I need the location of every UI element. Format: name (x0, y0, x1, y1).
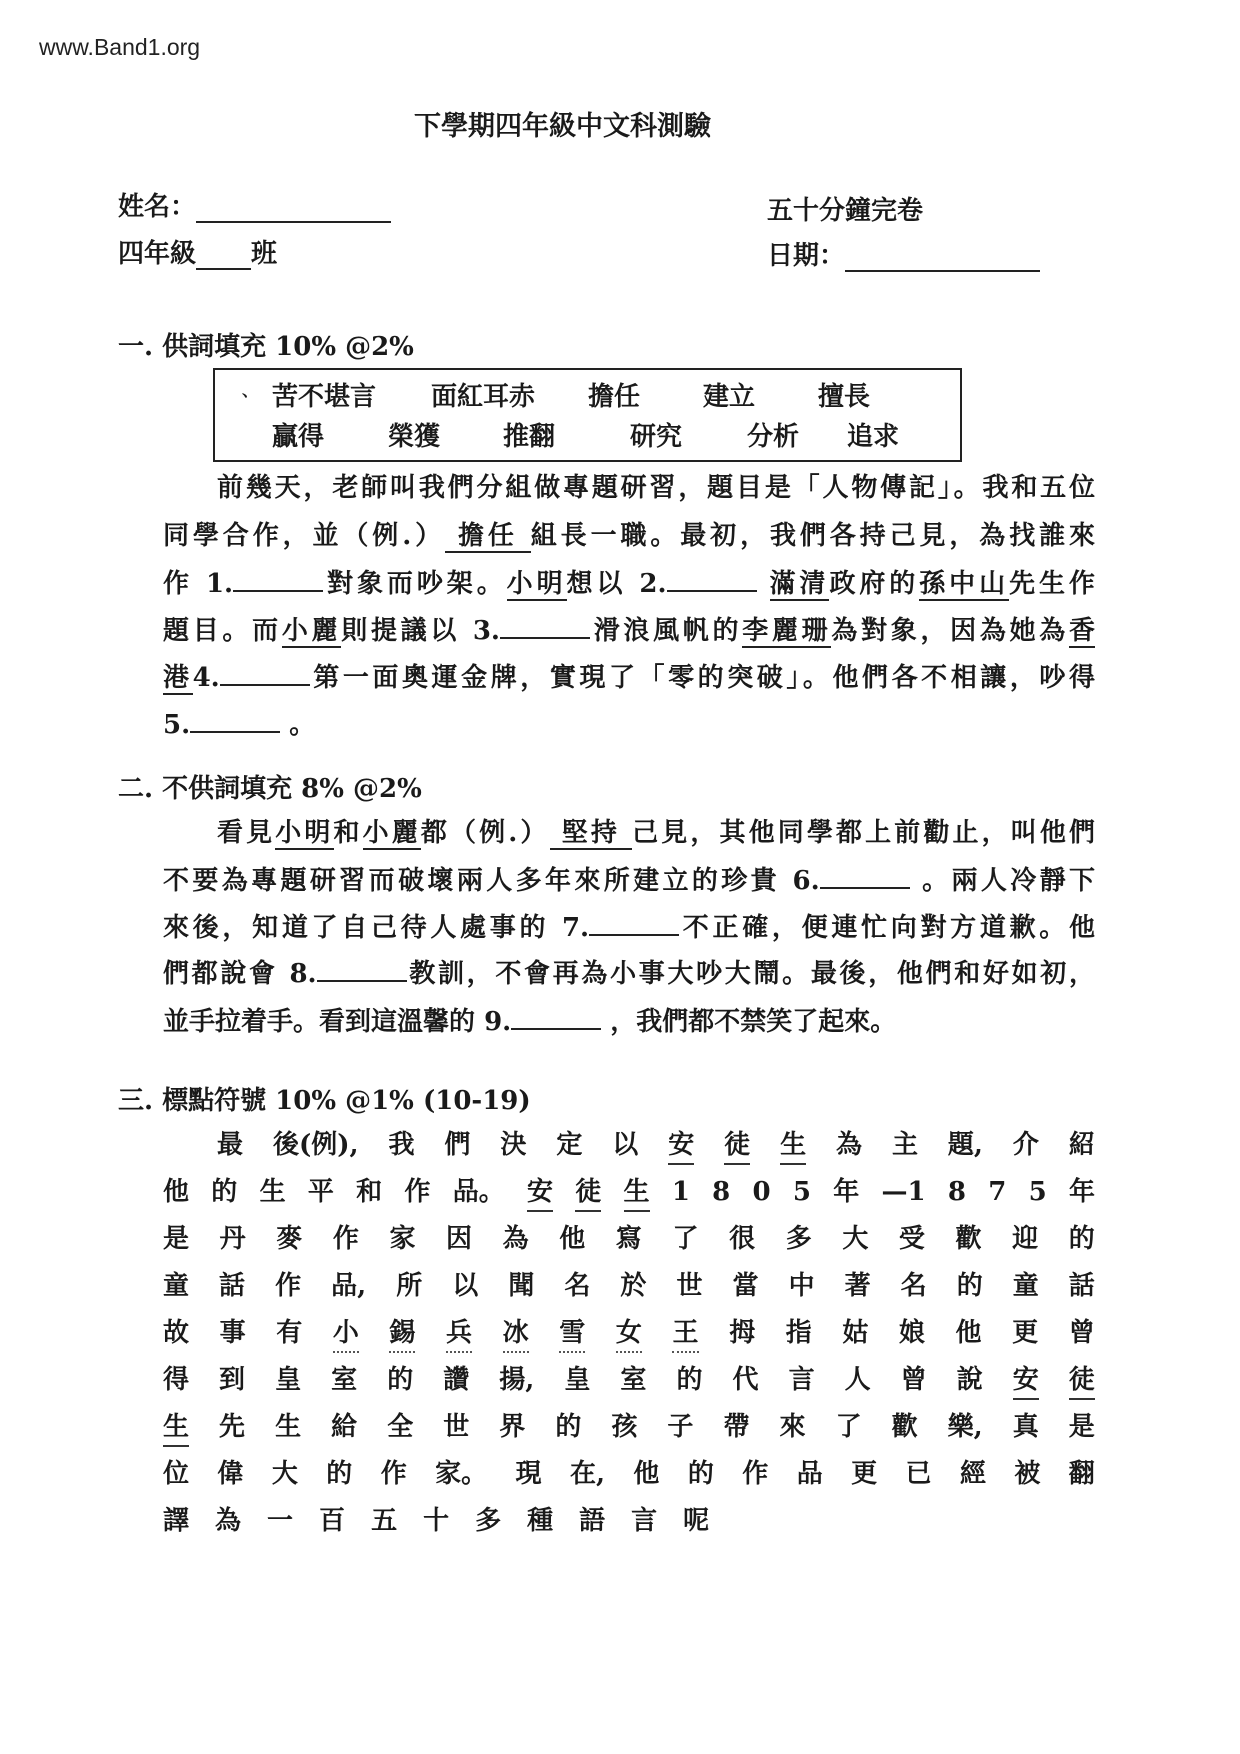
passage-char: 他 (633, 1459, 660, 1489)
passage-char: 平 (307, 1177, 334, 1207)
passage-char: 指 (785, 1318, 812, 1348)
date-label: 日期： (767, 241, 846, 271)
passage-char: 後(例), (272, 1130, 359, 1160)
text-segment: 們都說會 (163, 959, 290, 989)
passage-char: 家 (389, 1224, 416, 1254)
passage-char: 世 (443, 1412, 470, 1442)
passage-char: 作 (404, 1177, 431, 1207)
answer-blank[interactable] (289, 952, 406, 994)
passage-char: 言 (631, 1506, 658, 1536)
passage-char: 0 (752, 1177, 771, 1207)
passage-char: 當 (732, 1271, 759, 1301)
passage-char: 最 (217, 1130, 244, 1160)
passage-char: 了 (835, 1412, 862, 1442)
passage-char: 童 (163, 1271, 190, 1301)
word-bank-item: 苦不堪言 (272, 382, 377, 412)
punctuation-line (163, 1501, 1095, 1541)
passage-char: 年 (1068, 1177, 1095, 1207)
blank-number: 3. (472, 616, 500, 646)
word-bank-item: 擔任 (588, 382, 641, 412)
punctuation-line (163, 1313, 1095, 1353)
text-segment: 教訓，不會再為小事大吵大鬧。最後，他們和好如初， (406, 959, 1095, 989)
passage-char: 我 (388, 1130, 415, 1160)
passage-char: 已 (905, 1459, 932, 1489)
passage-char: 家。 (435, 1459, 488, 1489)
passage-char: 歡 (955, 1224, 982, 1254)
wavy-title-char: 冰 (503, 1313, 529, 1353)
passage-line (163, 656, 1095, 696)
passage-char: 譯 (163, 1506, 190, 1536)
passage-char: 所 (396, 1271, 423, 1301)
punctuation-line (163, 1172, 1095, 1212)
passage-char: 品 (796, 1459, 823, 1489)
passage-char: 言 (788, 1365, 815, 1395)
passage-char: 話 (1068, 1271, 1095, 1301)
wavy-title-char: 小 (333, 1313, 359, 1353)
blank-number: 1. (205, 569, 234, 599)
time-limit: 五十分鐘完卷 (767, 196, 924, 226)
punctuation-line (163, 1454, 1095, 1494)
passage-char: 是 (163, 1224, 190, 1254)
passage-char: 定 (556, 1130, 583, 1160)
passage-char: 曾 (900, 1365, 927, 1395)
passage-char: 5 (1028, 1177, 1047, 1207)
passage-char: 孩 (611, 1412, 638, 1442)
passage-char: 經 (959, 1459, 986, 1489)
passage-char: 給 (331, 1412, 358, 1442)
passage-char: 現 (515, 1459, 542, 1489)
passage-char: 偉 (217, 1459, 244, 1489)
passage-char: 介 (1012, 1130, 1039, 1160)
punctuation-line (163, 1219, 1095, 1259)
passage-line (163, 1000, 1095, 1040)
underlined-name: 小麗 (362, 818, 421, 848)
passage-char: 童 (1012, 1271, 1039, 1301)
passage-char: 名 (564, 1271, 591, 1301)
passage-line (163, 562, 1095, 602)
passage-char: 中 (788, 1271, 815, 1301)
passage-char: 們 (444, 1130, 471, 1160)
passage-char: 更 (851, 1459, 878, 1489)
text-segment: 己見，其他同學都上前勸止，叫他們 (632, 818, 1095, 848)
passage-char: 姑 (842, 1318, 869, 1348)
word-bank-item: 推翻 (503, 422, 556, 452)
passage-char: 揚, (499, 1365, 535, 1395)
underlined-name: 小麗 (281, 616, 342, 646)
passage-char: 拇 (729, 1318, 756, 1348)
text-segment: 同學合作，並（例.） (163, 521, 446, 551)
name-label: 姓名： (118, 192, 197, 222)
underlined-name: 滿清 (769, 569, 830, 599)
passage-char: 種 (527, 1506, 554, 1536)
passage-char: 大 (271, 1459, 298, 1489)
passage-char: 曾 (1068, 1318, 1095, 1348)
passage-char: 到 (219, 1365, 246, 1395)
passage-line (163, 516, 1095, 556)
word-bank-item: 擅長 (818, 382, 871, 412)
answer-blank[interactable] (792, 859, 909, 901)
passage-line (163, 906, 1095, 946)
passage-char: 決 (500, 1130, 527, 1160)
passage-char: 作 (275, 1271, 302, 1301)
passage-char: 皇 (564, 1365, 591, 1395)
answer-blank[interactable] (484, 1000, 601, 1042)
punctuation-line (163, 1407, 1095, 1447)
passage-char: 麥 (276, 1224, 303, 1254)
punctuation-line (163, 1266, 1095, 1306)
passage-line (217, 468, 1095, 508)
passage-char: 是 (1068, 1412, 1095, 1442)
answer-blank[interactable] (163, 703, 280, 745)
text-segment (757, 569, 770, 599)
underlined-name-char: 生 (624, 1172, 650, 1212)
passage-char: 樂, (947, 1412, 983, 1442)
blank-number: 7. (561, 913, 590, 943)
passage-char: 室 (331, 1365, 358, 1395)
blank-number: 4. (192, 663, 220, 693)
punctuation-line (163, 1360, 1095, 1400)
underlined-name: 港 (163, 663, 193, 693)
passage-char: 室 (620, 1365, 647, 1395)
text-segment: 想以 (566, 569, 640, 599)
passage-line (163, 703, 1095, 743)
text-segment: 政府的 (829, 569, 920, 599)
passage-char: 娘 (898, 1318, 925, 1348)
passage-char: 皇 (275, 1365, 302, 1395)
passage-char: 的 (687, 1459, 714, 1489)
passage-char: 得 (163, 1365, 190, 1395)
passage-char: 於 (620, 1271, 647, 1301)
passage-char: 的 (956, 1271, 983, 1301)
passage-char: 紹 (1068, 1130, 1095, 1160)
text-segment: 。兩人冷靜下 (909, 866, 1095, 896)
text-segment: 不正確，便連忙向對方道歉。他 (679, 913, 1095, 943)
passage-char: 的 (555, 1412, 582, 1442)
blank-line[interactable] (190, 703, 280, 733)
word-bank-item: 分析 (747, 422, 800, 452)
passage-char: 題, (947, 1130, 983, 1160)
text-segment: 並手拉着手。看到這溫馨的 (163, 1007, 485, 1037)
word-bank-item: 贏得 (272, 422, 325, 452)
underlined-name: 孫中山 (919, 569, 1010, 599)
passage-char: 作 (742, 1459, 769, 1489)
date-field (767, 235, 1040, 272)
passage-char: 生 (259, 1177, 286, 1207)
underlined-name-char: 安 (668, 1125, 694, 1165)
word-bank-item: 追求 (847, 422, 900, 452)
passage-char: 的 (387, 1365, 414, 1395)
blank-line[interactable] (233, 562, 323, 592)
class-prefix: 四年級 (118, 239, 197, 269)
passage-char: 的 (676, 1365, 703, 1395)
underlined-name-char: 徒 (1069, 1360, 1095, 1400)
text-segment: 滑浪風帆的 (589, 616, 743, 646)
passage-char: 人 (844, 1365, 871, 1395)
watermark-url: www.Band1.org (39, 34, 201, 60)
passage-char: 的 (326, 1459, 353, 1489)
passage-char: 大 (842, 1224, 869, 1254)
passage-char: —1 (881, 1177, 926, 1207)
passage-char: 來 (779, 1412, 806, 1442)
text-segment: 先生作 (1009, 569, 1095, 599)
passage-char: 8 (712, 1177, 731, 1207)
passage-char: 故 (163, 1318, 190, 1348)
passage-char: 先 (219, 1412, 246, 1442)
blank-number: 8. (289, 959, 317, 989)
passage-char: 聞 (508, 1271, 535, 1301)
wavy-title-char: 王 (672, 1313, 698, 1353)
blank-number: 5. (163, 710, 191, 740)
underlined-name-char: 安 (527, 1172, 553, 1212)
blank-line[interactable] (589, 906, 679, 936)
name-blank (196, 195, 391, 223)
passage-char: 十 (423, 1506, 450, 1536)
text-segment: 和 (333, 818, 363, 848)
passage-line (217, 813, 1095, 853)
class-blank (196, 242, 251, 270)
date-blank (845, 244, 1040, 272)
passage-char: 為 (836, 1130, 863, 1160)
blank-line[interactable] (317, 952, 407, 982)
section3-heading: 三. 標點符號 10% @1% (10-19) (118, 1086, 531, 1116)
passage-char: 翻 (1068, 1459, 1095, 1489)
passage-char: 很 (729, 1224, 756, 1254)
passage-char: 被 (1014, 1459, 1041, 1489)
passage-char: 多 (785, 1224, 812, 1254)
underlined-name-char: 生 (163, 1407, 189, 1447)
passage-char: 呢 (683, 1506, 710, 1536)
text-segment: ，我們都不禁笑了起來。 (601, 1007, 897, 1037)
passage-char: 品, (331, 1271, 367, 1301)
underlined-name-char: 安 (1013, 1360, 1039, 1400)
passage-char: 1 (671, 1177, 690, 1207)
answer-blank[interactable] (562, 906, 679, 948)
passage-char: 為 (215, 1506, 242, 1536)
passage-char: 的 (1068, 1224, 1095, 1254)
text-segment: 為對象，因為她為 (831, 616, 1069, 646)
passage-char: 百 (319, 1506, 346, 1536)
text-segment: 作 (163, 569, 206, 599)
blank-line[interactable] (220, 656, 310, 686)
passage-char: 在, (569, 1459, 606, 1489)
text-segment: 第一面奧運金牌，實現了「零的突破」。他們各不相讓，吵得 (309, 663, 1095, 693)
passage-char: 子 (667, 1412, 694, 1442)
text-segment: 則提議以 (341, 616, 473, 646)
passage-char: 受 (898, 1224, 925, 1254)
blank-line[interactable] (667, 562, 757, 592)
blank-number: 2. (639, 569, 667, 599)
passage-line (163, 952, 1095, 992)
answer-blank[interactable] (193, 656, 310, 698)
underlined-name: 小明 (506, 569, 567, 599)
text-segment: 看見 (217, 818, 276, 848)
answer-blank[interactable] (639, 562, 756, 604)
underlined-name-char: 徒 (575, 1172, 601, 1212)
passage-char: 以 (452, 1271, 479, 1301)
passage-char: 他 (955, 1318, 982, 1348)
page-title: 下學期四年級中文科測驗 (414, 111, 711, 142)
passage-char: 作 (380, 1459, 407, 1489)
text-segment: 對象而吵架。 (323, 569, 507, 599)
section2-heading: 二. 不供詞填充 8% @2% (118, 774, 422, 804)
passage-char: 作 (332, 1224, 359, 1254)
passage-char: 五 (371, 1506, 398, 1536)
passage-char: 更 (1012, 1318, 1039, 1348)
wavy-title-char: 女 (616, 1313, 642, 1353)
wavy-title-char: 錫 (389, 1313, 415, 1353)
passage-char: 帶 (723, 1412, 750, 1442)
underlined-name-char: 生 (780, 1125, 806, 1165)
passage-char: 因 (446, 1224, 473, 1254)
text-segment: 不要為專題研習而破壞兩人多年來所建立的珍貴 (163, 866, 793, 896)
word-bank-mark: 、 (242, 381, 259, 400)
passage-char: 寫 (615, 1224, 642, 1254)
blank-number: 9. (484, 1007, 512, 1037)
passage-char: 他 (163, 1177, 190, 1207)
passage-char: 歡 (891, 1412, 918, 1442)
wavy-title-char: 雪 (559, 1313, 585, 1353)
word-bank-item: 面紅耳赤 (431, 382, 536, 412)
passage-char: 全 (387, 1412, 414, 1442)
text-segment: 組長一職。最初，我們各持己見，為找誰來 (530, 521, 1095, 551)
passage-char: 事 (219, 1318, 246, 1348)
text-segment: 都（例.） (420, 818, 550, 848)
passage-char: 年 (833, 1177, 860, 1207)
text-segment: 。 (280, 710, 316, 740)
passage-line (163, 609, 1095, 649)
underlined-name: 擔任 (445, 521, 531, 551)
passage-char: 生 (275, 1412, 302, 1442)
passage-char: 以 (612, 1130, 639, 1160)
class-suffix: 班 (251, 239, 278, 269)
underlined-name: 堅持 (549, 818, 633, 848)
passage-char: 多 (475, 1506, 502, 1536)
text-segment: 題目。而 (163, 616, 282, 646)
passage-char: 語 (579, 1506, 606, 1536)
underlined-name: 香 (1068, 616, 1095, 646)
passage-char: 話 (219, 1271, 246, 1301)
text-segment: 前幾天，老師叫我們分組做專題研習，題目是「人物傳記」。我和五位 (217, 473, 1095, 503)
blank-number: 6. (792, 866, 820, 896)
passage-char: 說 (956, 1365, 983, 1395)
answer-blank[interactable] (473, 609, 590, 651)
passage-char: 他 (559, 1224, 586, 1254)
blank-line[interactable] (820, 859, 910, 889)
passage-char: 界 (499, 1412, 526, 1442)
blank-line[interactable] (500, 609, 590, 639)
passage-char: 位 (163, 1459, 190, 1489)
passage-char: 世 (676, 1271, 703, 1301)
blank-line[interactable] (511, 1000, 601, 1030)
passage-char: 一 (267, 1506, 294, 1536)
passage-char: 的 (211, 1177, 238, 1207)
passage-char: 迎 (1012, 1224, 1039, 1254)
text-segment: 來後，知道了自己待人處事的 (163, 913, 562, 943)
section1-heading: 一. 供詞填充 10% @2% (118, 332, 414, 362)
passage-char: 主 (891, 1130, 918, 1160)
passage-char: 讚 (443, 1365, 470, 1395)
answer-blank[interactable] (206, 562, 323, 604)
passage-char: 和 (356, 1177, 383, 1207)
passage-char: 代 (732, 1365, 759, 1395)
passage-char: 著 (844, 1271, 871, 1301)
class-field (118, 233, 277, 270)
name-field (118, 186, 391, 223)
passage-char: 名 (900, 1271, 927, 1301)
underlined-name: 小明 (275, 818, 334, 848)
underlined-name-char: 徒 (724, 1125, 750, 1165)
word-bank-item: 榮獲 (388, 422, 441, 452)
underlined-name: 李麗珊 (742, 616, 832, 646)
passage-char: 8 (947, 1177, 966, 1207)
passage-char: 7 (988, 1177, 1007, 1207)
word-bank-item: 建立 (703, 382, 756, 412)
passage-char: 品。 (452, 1177, 505, 1207)
passage-char: 真 (1012, 1412, 1039, 1442)
passage-char: 為 (502, 1224, 529, 1254)
passage-char: 了 (672, 1224, 699, 1254)
wavy-title-char: 兵 (446, 1313, 472, 1353)
word-bank-box (213, 368, 962, 462)
passage-char: 有 (276, 1318, 303, 1348)
word-bank-item: 研究 (630, 422, 683, 452)
passage-line (163, 859, 1095, 899)
passage-char: 5 (792, 1177, 811, 1207)
passage-char: 丹 (219, 1224, 246, 1254)
punctuation-line (217, 1125, 1095, 1165)
